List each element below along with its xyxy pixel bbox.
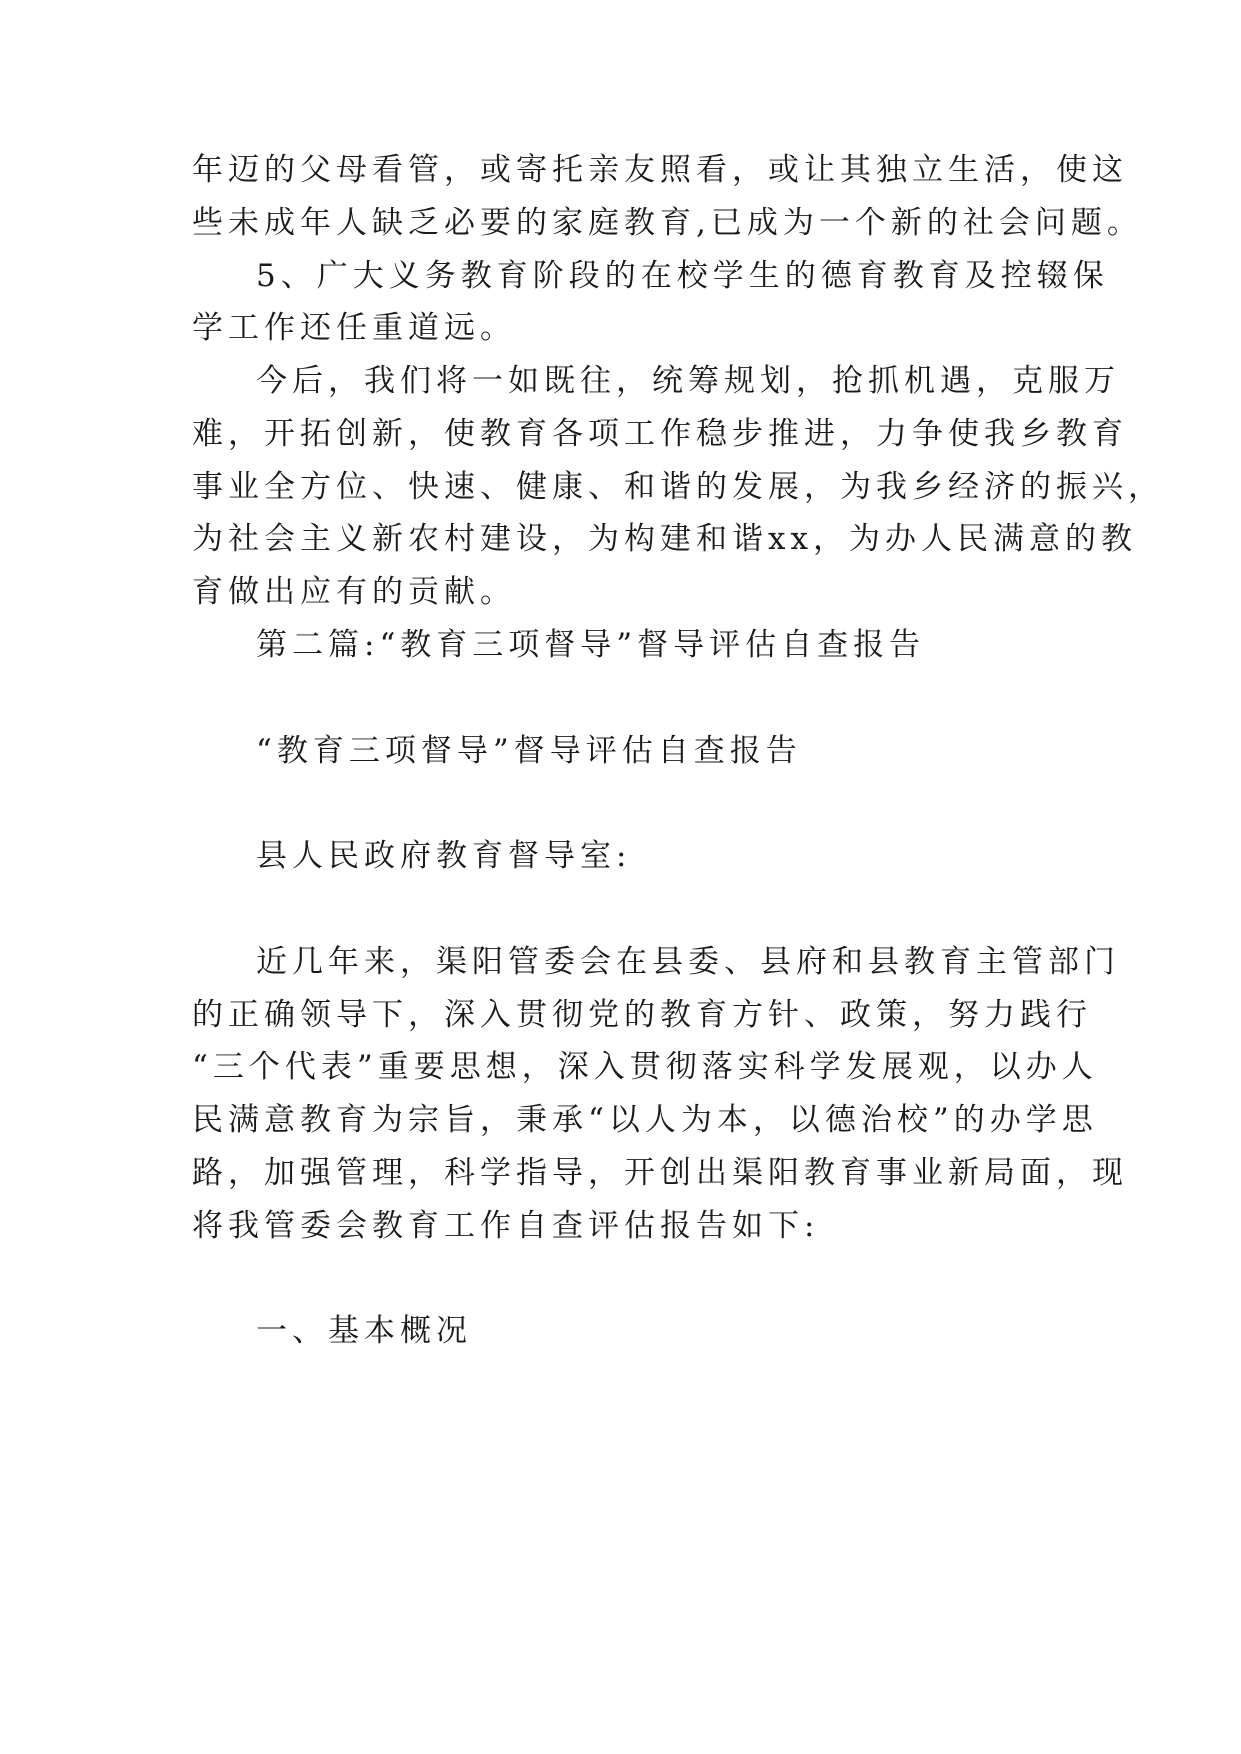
text-line-9: 育做出应有的贡献。 [192, 574, 516, 610]
text-line-4: 学工作还任重道远。 [192, 310, 516, 346]
report-title: “教育三项督导”督导评估自查报告 [256, 733, 802, 769]
text-line-17: 路，加强管理，科学指导，开创出渠阳教育事业新局面，现 [192, 1155, 1128, 1191]
text-line-1: 年迈的父母看管，或寄托亲友照看，或让其独立生活，使这 [192, 152, 1128, 188]
section-heading-basic-overview: 一、基本概况 [256, 1313, 472, 1349]
text-line-3: 5、广大义务教育阶段的在校学生的德育教育及控辍保 [256, 258, 1109, 294]
section-heading-2: 第二篇:“教育三项督导”督导评估自查报告 [256, 627, 926, 663]
text-line-5: 今后，我们将一如既往，统筹规划，抢抓机遇，克服万 [256, 363, 1120, 399]
text-line-6: 难，开拓创新，使教育各项工作稳步推进，力争使我乡教育 [192, 416, 1128, 452]
text-line-18: 将我管委会教育工作自查评估报告如下: [192, 1208, 820, 1244]
text-line-14: 的正确领导下，深入贯彻党的教育方针、政策，努力践行 [192, 997, 1092, 1033]
text-line-8: 为社会主义新农村建设，为构建和谐xx，为办人民满意的教 [192, 521, 1137, 557]
text-line-7: 事业全方位、快速、健康、和谐的发展，为我乡经济的振兴， [192, 469, 1164, 505]
text-line-16: 民满意教育为宗旨，秉承“以人为本，以德治校”的办学思 [192, 1102, 1098, 1138]
text-line-2: 些未成年人缺乏必要的家庭教育,已成为一个新的社会问题。 [192, 205, 1143, 241]
addressee: 县人民政府教育督导室: [256, 838, 632, 874]
text-line-13: 近几年来，渠阳管委会在县委、县府和县教育主管部门 [256, 944, 1120, 980]
text-line-15: “三个代表”重要思想，深入贯彻落实科学发展观，以办人 [192, 1049, 1098, 1085]
